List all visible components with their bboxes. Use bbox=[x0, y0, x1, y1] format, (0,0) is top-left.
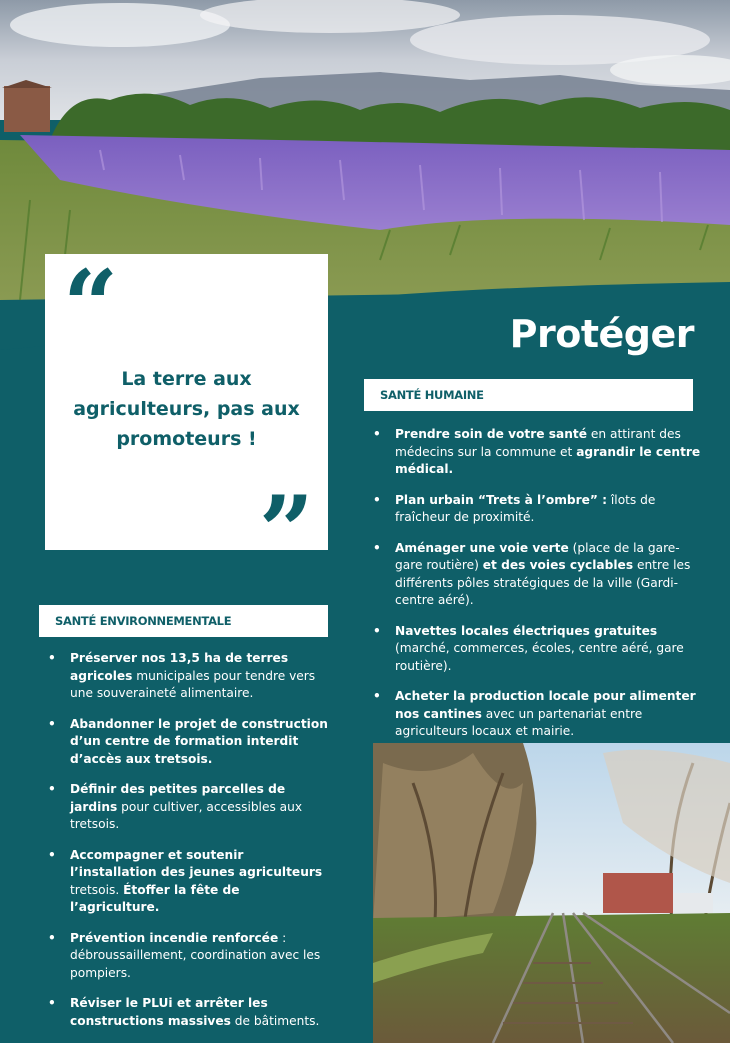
close-quote-icon: ” bbox=[258, 475, 314, 588]
list-item: • Acheter la production locale pour alimenter nos cantines avec un partenariat entre agriculteurs locaux et mairie. bbox=[373, 688, 703, 741]
list-item: • Plan urbain “Trets à l’ombre” : îlots de fraîcheur de proximité. bbox=[373, 492, 703, 527]
list-item: • Accompagner et soutenir l’installation des jeunes agriculteurs tretsois. Étoffer la fête de l’agriculture. bbox=[48, 847, 333, 917]
open-quote-icon: “ bbox=[63, 249, 119, 362]
section-heading-label: SANTÉ ENVIRONNEMENTALE bbox=[55, 614, 232, 628]
list-item: • Prévention incendie renforcée : débroussaillement, coordination avec les pompiers. bbox=[48, 930, 333, 983]
list-item: • Navettes locales électriques gratuites (marché, commerces, écoles, centre aéré, gare routière). bbox=[373, 623, 703, 676]
sante-environnementale-list bbox=[48, 650, 333, 1043]
quote-card bbox=[45, 249, 328, 588]
list-item: • Prendre soin de votre santé en attirant des médecins sur la commune et agrandir le centre médical. bbox=[373, 426, 703, 479]
railway-photo bbox=[373, 743, 730, 1043]
page-title: Protéger bbox=[509, 312, 694, 356]
list-item: • Réviser le PLUi et arrêter les constructions massives de bâtiments. bbox=[48, 995, 333, 1030]
section-heading-sante-environnementale bbox=[39, 605, 328, 637]
sante-humaine-list bbox=[373, 426, 703, 754]
section-heading-label: SANTÉ HUMAINE bbox=[380, 388, 484, 402]
list-item: • Abandonner le projet de construction d’un centre de formation interdit d’accès aux tretsois. bbox=[48, 716, 333, 769]
quote-text: La terre aux agriculteurs, pas aux promoteurs ! bbox=[73, 368, 300, 450]
section-heading-sante-humaine bbox=[364, 379, 693, 411]
list-item: • Préserver nos 13,5 ha de terres agricoles municipales pour tendre vers une souveraineté alimentaire. bbox=[48, 650, 333, 703]
list-item: • Aménager une voie verte (place de la gare-gare routière) et des voies cyclables entre les différents pôles stratégiques de la ville (Gardi-centre aéré). bbox=[373, 540, 703, 610]
list-item: • Définir des petites parcelles de jardins pour cultiver, accessibles aux tretsois. bbox=[48, 781, 333, 834]
